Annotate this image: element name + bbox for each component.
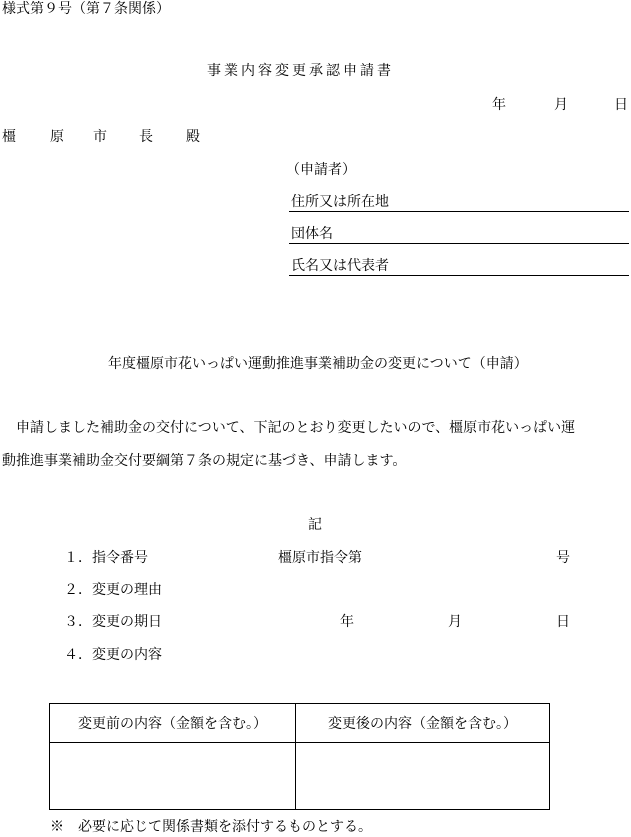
ki-heading: 記 [308,517,322,533]
item-day: 日 [556,614,570,630]
table-header-row [50,704,550,743]
addressee-char: 長 [139,129,153,145]
item-value: 橿原市指令第 [278,550,362,566]
applicant-name-label: 氏名又は代表者 [291,258,389,274]
change-content-table [49,703,550,810]
body-line-2: 動推進事業補助金交付要綱第７条の規定に基づき、申請します。 [2,453,407,469]
cell-after[interactable] [296,743,550,810]
applicant-org-label: 団体名 [291,226,333,242]
applicant-name-line [289,275,629,276]
item-label: １．指令番号 [64,550,148,566]
applicant-address-line [289,211,629,212]
item-label: ３．変更の期日 [64,614,162,630]
item-label: ４．変更の内容 [64,647,162,663]
table-row [50,743,550,810]
header-before: 変更前の内容（金額を含む。） [50,704,296,743]
addressee-char: 市 [93,129,107,145]
addressee-char: 原 [50,129,64,145]
item-month: 月 [448,614,462,630]
applicant-heading: （申請者） [286,162,356,178]
cell-before[interactable] [50,743,296,810]
item-label: ２．変更の理由 [64,582,162,598]
item-year: 年 [340,614,354,630]
header-after: 変更後の内容（金額を含む。） [296,704,550,743]
form-number: 様式第９号（第７条関係） [2,1,170,17]
footnote: ※ 必要に応じて関係書類を添付するものとする。 [50,819,372,835]
item-suffix: 号 [556,550,570,566]
addressee-char: 橿 [2,129,16,145]
document-title: 事業内容変更承認申請書 [207,63,394,79]
applicant-address-label: 住所又は所在地 [291,194,389,210]
date-year: 年 [492,97,506,113]
subject-line: 年度橿原市花いっぱい運動推進事業補助金の変更について（申請） [108,356,528,372]
date-month: 月 [554,97,568,113]
addressee-char: 殿 [186,129,200,145]
date-day: 日 [614,97,628,113]
body-line-1: 申請しました補助金の交付について、下記のとおり変更したいので、橿原市花いっぱい運 [16,420,576,436]
applicant-org-line [289,243,629,244]
